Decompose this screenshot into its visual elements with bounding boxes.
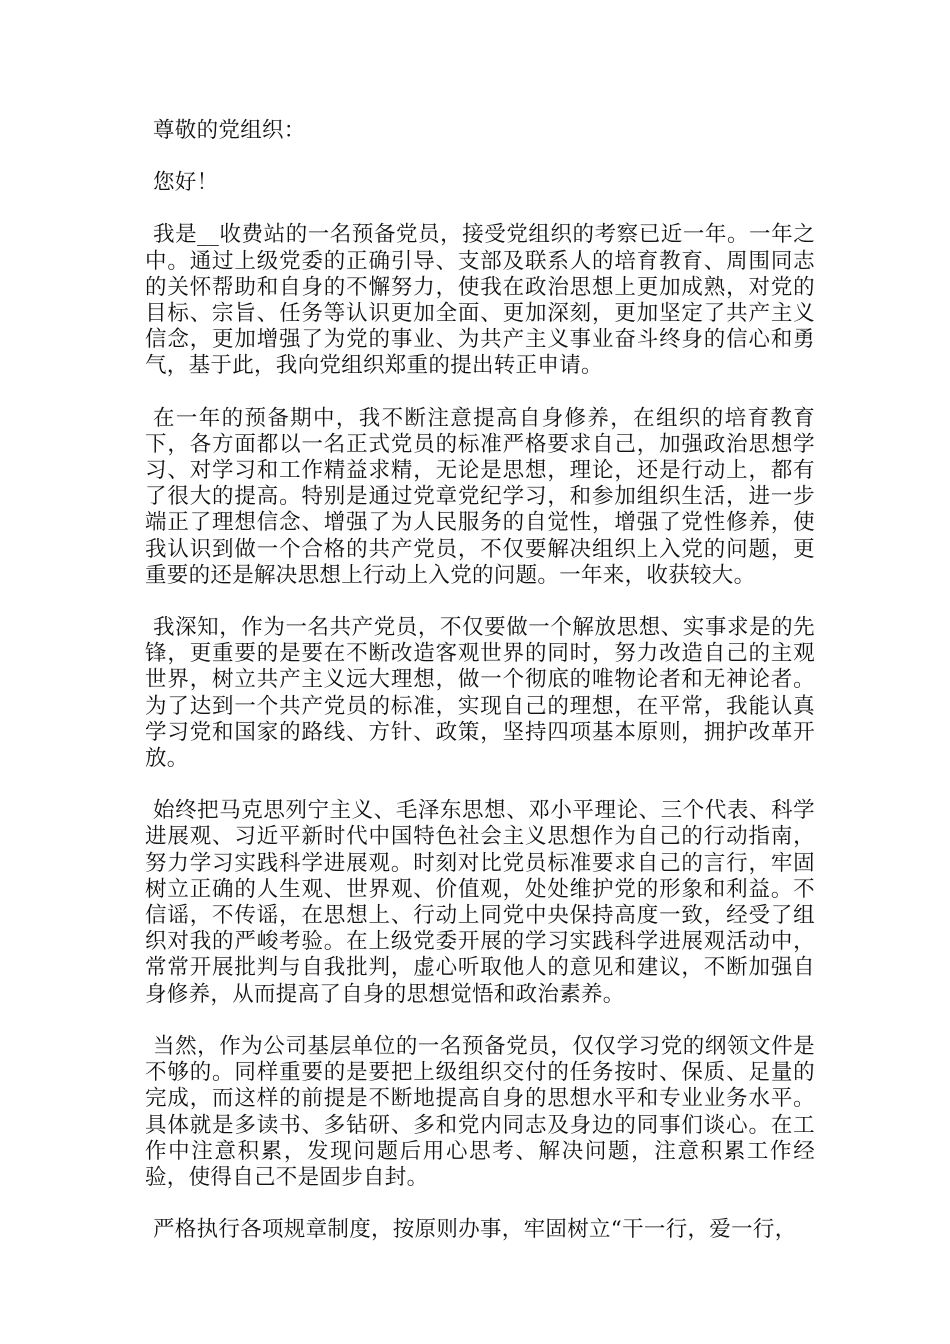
paragraph-1: 我是__收费站的一名预备党员，接受党组织的考察已近一年。一年之中。通过上级党委的正确引导、支部及联系人的培育教育、周围同志的关怀帮助和自身的不懈努力，使我在政治思想上更加成熟，对党的目标、宗旨、任务等认识更加全面、更加深刻，更加坚定了共产主义信念，更加增强了为党的事业、为共产主义事业奋斗终身的信心和勇气，基于此，我向党组织郑重的提出转正申请。 [145, 222, 815, 379]
paragraph-4: 始终把马克思列宁主义、毛泽东思想、邓小平理论、三个代表、科学进展观、习近平新时代中国特色社会主义思想作为自己的行动指南，努力学习实践科学进展观。时刻对比党员标准要求自己的言行，牢固树立正确的人生观、世界观、价值观，处处维护党的形象和利益。不信谣，不传谣，在思想上、行动上同党中央保持高度一致，经受了组织对我的严峻考验。在上级党委开展的学习实践科学进展观活动中，常常开展批判与自我批判，虚心听取他人的意见和建议，不断加强自身修养，从而提高了自身的思想觉悟和政治素养。 [145, 798, 815, 1007]
paragraph-5: 当然，作为公司基层单位的一名预备党员，仅仅学习党的纲领文件是不够的。同样重要的是要把上级组织交付的任务按时、保质、足量的完成，而这样的前提是不断地提高自身的思想水平和专业业务水平。具体就是多读书、多钻研、多和党内同志及身边的同事们谈心。在工作中注意积累，发现问题后用心思考、解决问题，注意积累工作经验，使得自己不是固步自封。 [145, 1033, 815, 1190]
document-page [145, 118, 815, 1269]
paragraph-6: 严格执行各项规章制度，按原则办事，牢固树立“干一行，爱一行， [153, 1217, 797, 1243]
greeting: 您好！ [153, 170, 219, 196]
salutation: 尊敬的党组织： [153, 118, 306, 143]
paragraph-2: 在一年的预备期中，我不断注意提高自身修养，在组织的培育教育下，各方面都以一名正式党员的标准严格要求自己，加强政治思想学习、对学习和工作精益求精，无论是思想，理论，还是行动上，都有了很大的提高。特别是通过党章党纪学习，和参加组织生活，进一步端正了理想信念、增强了为人民服务的自觉性，增强了党性修养，使我认识到做一个合格的共产党员，不仅要解决组织上入党的问题，更重要的还是解决思想上行动上入党的问题。一年来，收获较大。 [145, 405, 815, 588]
paragraph-3: 我深知，作为一名共产党员，不仅要做一个解放思想、实事求是的先锋，更重要的是要在不断改造客观世界的同时，努力改造自己的主观世界，树立共产主义远大理想，做一个彻底的唯物论者和无神论者。为了达到一个共产党员的标准，实现自己的理想，在平常，我能认真学习党和国家的路线、方针、政策，坚持四项基本原则，拥护改革开放。 [145, 615, 815, 772]
